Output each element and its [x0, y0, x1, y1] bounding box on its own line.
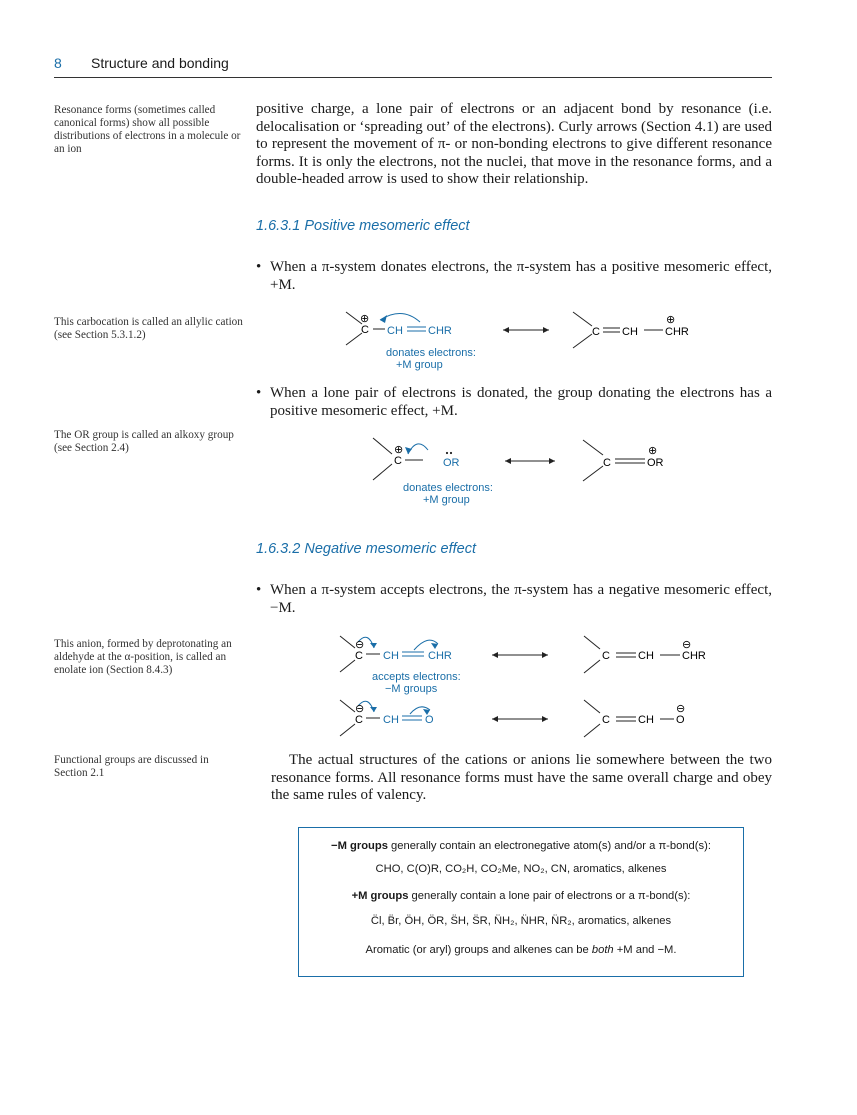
bullet-text: When a π-system accepts electrons, the π-system has a negative mesomeric effect, −M.	[270, 582, 772, 616]
atom-ch: CH	[383, 714, 399, 726]
margin-note-allylic: This carbocation is called an allylic cation (see Section 5.3.1.2)	[54, 316, 243, 341]
box-plus-m-bold: +M groups	[351, 890, 409, 902]
bullet-text: When a lone pair of electrons is donated, the group donating the electrons has a positive mesomeric effect, +M.	[270, 385, 772, 419]
atom-o: O	[676, 714, 685, 726]
box-minus-m-bold: −M groups	[331, 840, 388, 852]
scheme-enolate	[330, 628, 750, 738]
margin-note-resonance: Resonance forms (sometimes called canonical forms) show all possible distributions of electrons in a molecule or an ion	[54, 104, 241, 155]
atom-chr: CHR	[682, 650, 706, 662]
scheme-allyl-cation	[330, 300, 750, 380]
atom-chr: CHR	[428, 325, 452, 337]
label-donates: donates electrons:	[403, 482, 493, 494]
atom-c: C	[602, 714, 610, 726]
box-aromatic-line	[299, 944, 743, 956]
charge-plus: ⊕	[666, 314, 676, 326]
bullet-pi-donates	[256, 259, 772, 295]
label-donates: donates electrons:	[386, 347, 476, 359]
box-minus-m-text: generally contain an electronegative atom(s) and/or a π-bond(s):	[387, 840, 711, 852]
margin-note-alkoxy: The OR group is called an alkoxy group (see Section 2.4)	[54, 429, 234, 454]
page-number: 8	[54, 55, 62, 71]
bullet-lone-pair	[256, 385, 772, 421]
scheme-alkoxy	[355, 428, 695, 510]
bullet-pi-accepts	[256, 582, 772, 618]
box-plus-m-line	[299, 890, 743, 902]
atom-or: OR	[647, 457, 664, 469]
atom-ch: CH	[638, 714, 654, 726]
atom-ch: CH	[622, 326, 638, 338]
atom-ch: CH	[383, 650, 399, 662]
section-heading-positive: 1.6.3.1 Positive mesomeric effect	[256, 218, 470, 234]
box-aromatic-italic: both	[591, 944, 614, 956]
bullet-dot: •	[256, 259, 262, 275]
atom-ch: CH	[638, 650, 654, 662]
bullet-text: When a π-system donates electrons, the π-system has a positive mesomeric effect, +M.	[270, 259, 772, 293]
label-minus-m: −M groups	[385, 683, 438, 695]
box-aromatic-pre: Aromatic (or aryl) groups and alkenes can be	[365, 944, 592, 956]
box-aromatic-post: +M and −M.	[613, 944, 677, 956]
label-plus-m: +M group	[423, 494, 470, 506]
atom-c: C	[602, 650, 610, 662]
charge-minus: ⊖	[676, 703, 686, 715]
bullet-dot: •	[256, 385, 262, 401]
atom-c: C	[394, 455, 402, 467]
mesomeric-groups-box	[298, 827, 744, 977]
charge-plus: ⊕	[360, 313, 370, 325]
box-plus-m-text: generally contain a lone pair of electrons or a π-bond(s):	[408, 890, 691, 902]
atom-ch: CH	[387, 325, 403, 337]
label-accepts: accepts electrons:	[372, 671, 461, 683]
charge-plus: ⊕	[648, 445, 658, 457]
margin-note-enolate: This anion, formed by deprotonating an aldehyde at the α-position, is called an enolate ion (Section 8.4.3)	[54, 638, 232, 676]
bullet-dot: •	[256, 582, 262, 598]
atom-c: C	[603, 457, 611, 469]
charge-minus: ⊖	[355, 639, 365, 651]
box-minus-m-list: CHO, C(O)R, CO₂H, CO₂Me, NO₂, CN, aromatics, alkenes	[375, 863, 667, 875]
atom-o: O	[425, 714, 434, 726]
atom-c: C	[355, 714, 363, 726]
box-minus-m-line	[299, 840, 743, 852]
charge-plus: ⊕	[394, 444, 404, 456]
header-rule	[54, 77, 772, 78]
atom-c: C	[355, 650, 363, 662]
atom-or: OR	[443, 457, 460, 469]
margin-note-functional: Functional groups are discussed in Section 2.1	[54, 754, 209, 779]
charge-minus: ⊖	[682, 639, 692, 651]
label-plus-m: +M group	[396, 359, 443, 371]
closing-paragraph: The actual structures of the cations or anions lie somewhere between the two resonance forms. All resonance forms must have the same overall charge and obey the same rules of valency.	[271, 752, 772, 803]
intro-paragraph: positive charge, a lone pair of electrons or an adjacent bond by resonance (i.e. delocalisation or ‘spreading out’ of the electrons). Curly arrows (Section 4.1) are used to represent the movement of π- or non-bonding electrons to give different resonance forms. It is only the electrons, not the nuclei, that move in the resonance forms, and a double-headed arrow is used to show their relationship.	[256, 101, 772, 187]
charge-minus: ⊖	[355, 703, 365, 715]
atom-c: C	[592, 326, 600, 338]
chapter-title: Structure and bonding	[91, 55, 229, 71]
atom-c: C	[361, 324, 369, 336]
section-heading-negative: 1.6.3.2 Negative mesomeric effect	[256, 541, 477, 557]
atom-chr: CHR	[428, 650, 452, 662]
box-plus-m-list: C̈l, B̈r, ÖH, ÖR, S̈H, S̈R, N̈H₂, N̈HR, N̈R₂, aromatics, alkenes	[370, 915, 672, 927]
atom-chr: CHR	[665, 326, 689, 338]
